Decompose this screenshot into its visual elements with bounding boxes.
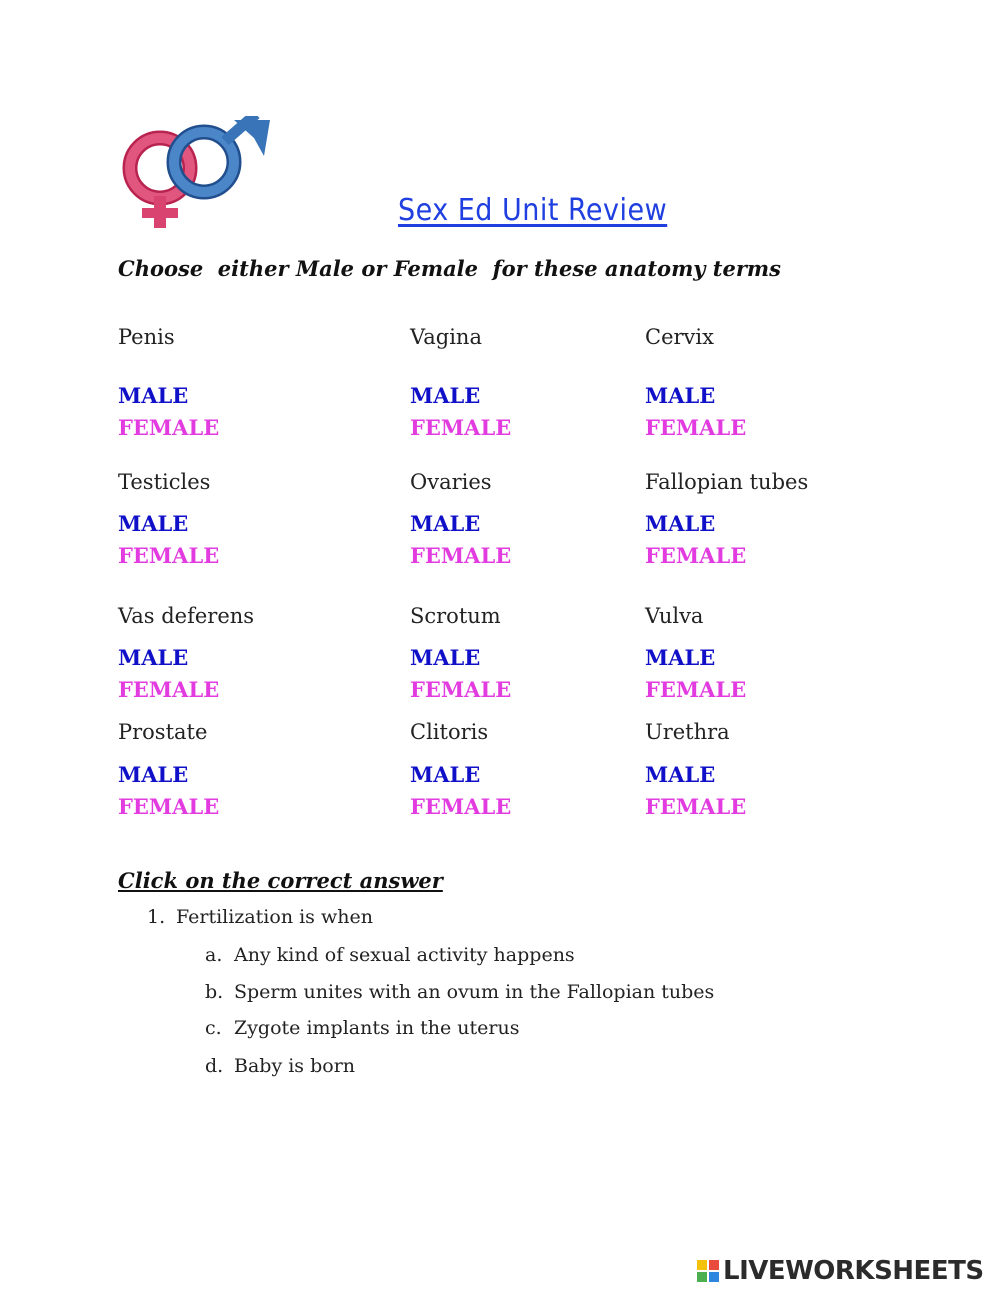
- brand-name: LIVEWORKSHEETS: [723, 1256, 984, 1286]
- answer-d[interactable]: [205, 1055, 355, 1077]
- cervix-male-option[interactable]: MALE: [645, 383, 716, 408]
- vagina-female-option[interactable]: FEMALE: [410, 415, 512, 440]
- ovaries-female-option[interactable]: FEMALE: [410, 543, 512, 568]
- answer-text: Any kind of sexual activity happens: [234, 944, 575, 966]
- answer-letter: b.: [205, 981, 224, 1003]
- term-clitoris: Clitoris: [410, 720, 489, 744]
- term-penis: Penis: [118, 325, 175, 349]
- answer-text: Sperm unites with an ovum in the Fallopian tubes: [234, 981, 715, 1003]
- clitoris-male-option[interactable]: MALE: [410, 762, 481, 787]
- vagina-male-option[interactable]: MALE: [410, 383, 481, 408]
- answer-letter: c.: [205, 1017, 222, 1039]
- term-vulva: Vulva: [645, 604, 704, 628]
- question-number: 1.: [147, 906, 166, 928]
- scrotum-female-option[interactable]: FEMALE: [410, 677, 512, 702]
- fallopian-tubes-female-option[interactable]: FEMALE: [645, 543, 747, 568]
- prostate-female-option[interactable]: FEMALE: [118, 794, 220, 819]
- term-fallopian-tubes: Fallopian tubes: [645, 470, 809, 494]
- question-1: [147, 906, 373, 928]
- answer-letter: a.: [205, 944, 223, 966]
- answer-text: Zygote implants in the uterus: [234, 1017, 520, 1039]
- term-ovaries: Ovaries: [410, 470, 492, 494]
- penis-male-option[interactable]: MALE: [118, 383, 189, 408]
- vas-deferens-female-option[interactable]: FEMALE: [118, 677, 220, 702]
- fallopian-tubes-male-option[interactable]: MALE: [645, 511, 716, 536]
- scrotum-male-option[interactable]: MALE: [410, 645, 481, 670]
- liveworksheets-logo-icon: [697, 1260, 719, 1282]
- term-scrotum: Scrotum: [410, 604, 501, 628]
- instructions: Choose either Male or Female for these anatomy terms: [118, 256, 781, 281]
- section-label: Click on the correct answer: [118, 868, 443, 893]
- clitoris-female-option[interactable]: FEMALE: [410, 794, 512, 819]
- answer-c[interactable]: [205, 1017, 519, 1039]
- gender-symbols-icon: [118, 116, 274, 232]
- term-testicles: Testicles: [118, 470, 211, 494]
- vulva-female-option[interactable]: FEMALE: [645, 677, 747, 702]
- brand-logo: [697, 1256, 984, 1286]
- answer-b[interactable]: [205, 981, 714, 1003]
- cervix-female-option[interactable]: FEMALE: [645, 415, 747, 440]
- answer-letter: d.: [205, 1055, 224, 1077]
- testicles-male-option[interactable]: MALE: [118, 511, 189, 536]
- term-vagina: Vagina: [410, 325, 482, 349]
- ovaries-male-option[interactable]: MALE: [410, 511, 481, 536]
- answer-text: Baby is born: [234, 1055, 356, 1077]
- vas-deferens-male-option[interactable]: MALE: [118, 645, 189, 670]
- page-title: Sex Ed Unit Review: [398, 193, 668, 228]
- term-urethra: Urethra: [645, 720, 730, 744]
- term-vas-deferens: Vas deferens: [118, 604, 255, 628]
- vulva-male-option[interactable]: MALE: [645, 645, 716, 670]
- penis-female-option[interactable]: FEMALE: [118, 415, 220, 440]
- term-cervix: Cervix: [645, 325, 714, 349]
- prostate-male-option[interactable]: MALE: [118, 762, 189, 787]
- term-prostate: Prostate: [118, 720, 208, 744]
- testicles-female-option[interactable]: FEMALE: [118, 543, 220, 568]
- answer-a[interactable]: [205, 944, 575, 966]
- question-text: Fertilization is when: [176, 906, 373, 928]
- urethra-female-option[interactable]: FEMALE: [645, 794, 747, 819]
- urethra-male-option[interactable]: MALE: [645, 762, 716, 787]
